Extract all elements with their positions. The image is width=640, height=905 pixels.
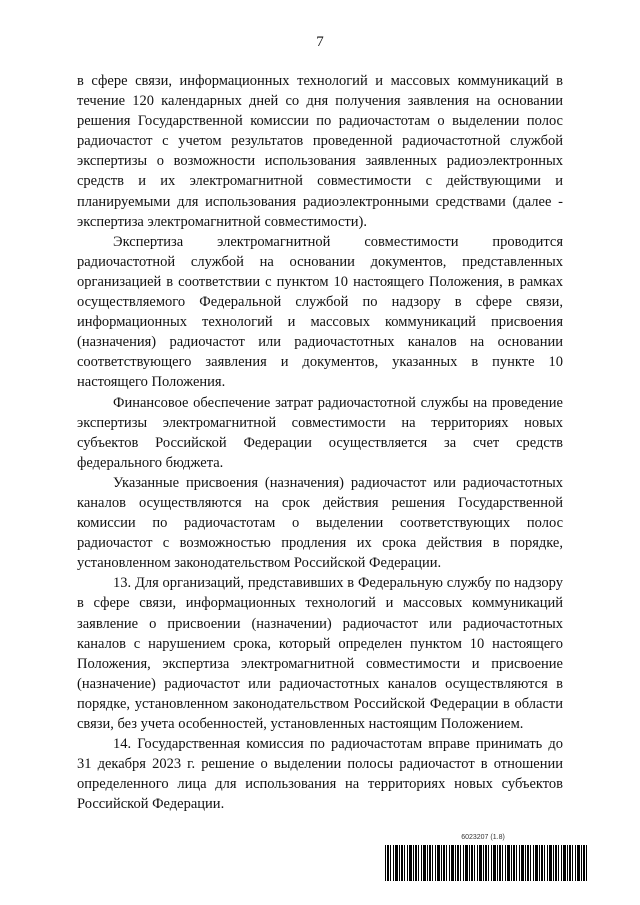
paragraph-continuation: в сфере связи, информационных технологий и массовых коммуникаций в течение 120 календарных дней со дня получения заявления на основании решения Государственной комиссии по радиочастотам о выделении полос радиочастот с учетом результатов проведенной радиочастотной службой экспертизы о возможности использования заявленных радиоэлектронных средств и их электромагнитной совместимости с действующими и планируемыми для использования радиоэлектронными средствами (далее - экспертиза электромагнитной совместимости). xyxy=(77,73,563,230)
paragraph-item-13: 13. Для организаций, представивших в Федеральную службу по надзору в сфере связи, информационных технологий и массовых коммуникаций заявление о присвоении (назначении) радиочастот или радиочастотных каналов с нарушением срока, который определен пунктом 10 настоящего Положения, экспертиза электромагнитной совместимости и присвоение (назначение) радиочастот или радиочастотных каналов осуществляются в порядке, установленном законодательством Российской Федерации в области связи, без учета особенностей, установленных настоящим Положением. xyxy=(77,575,563,732)
paragraph-assignments: Указанные присвоения (назначения) радиочастот или радиочастотных каналов осуществляются на срок действия решения Государственной комиссии по радиочастотам о выделении соответствующих полос радиочастот с возможностью продления их срока действия в порядке, установленном законодательством Российской Федерации. xyxy=(77,474,563,572)
paragraph-item-14: 14. Государственная комиссия по радиочастотам вправе принимать до 31 декабря 2023 г. решение о выделении полосы радиочастот в отношении определенного лица для использования на территориях новых субъектов Российской Федерации. xyxy=(77,736,563,813)
page-number: 7 xyxy=(316,34,324,50)
document-body xyxy=(77,71,563,814)
document-stamp-number: 6023207 (1.8) xyxy=(461,834,505,841)
paragraph-financing: Финансовое обеспечение затрат радиочастотной службы на проведение экспертизы электромагнитной совместимости на территориях новых субъектов Российской Федерации осуществляется за счет средств федерального бюджета. xyxy=(77,394,563,471)
paragraph-expertise: Экспертиза электромагнитной совместимости проводится радиочастотной службой на основании документов, представленных организацией в соответствии с пунктом 10 настоящего Положения, в рамках осуществляемого Федеральной службой по надзору в сфере связи, информационных технологий и массовых коммуникаций присвоения (назначения) радиочастот или радиочастотных каналов на основании соответствующего заявления и документов, указанных в пункте 10 настоящего Положения. xyxy=(77,233,563,391)
barcode xyxy=(385,845,587,881)
